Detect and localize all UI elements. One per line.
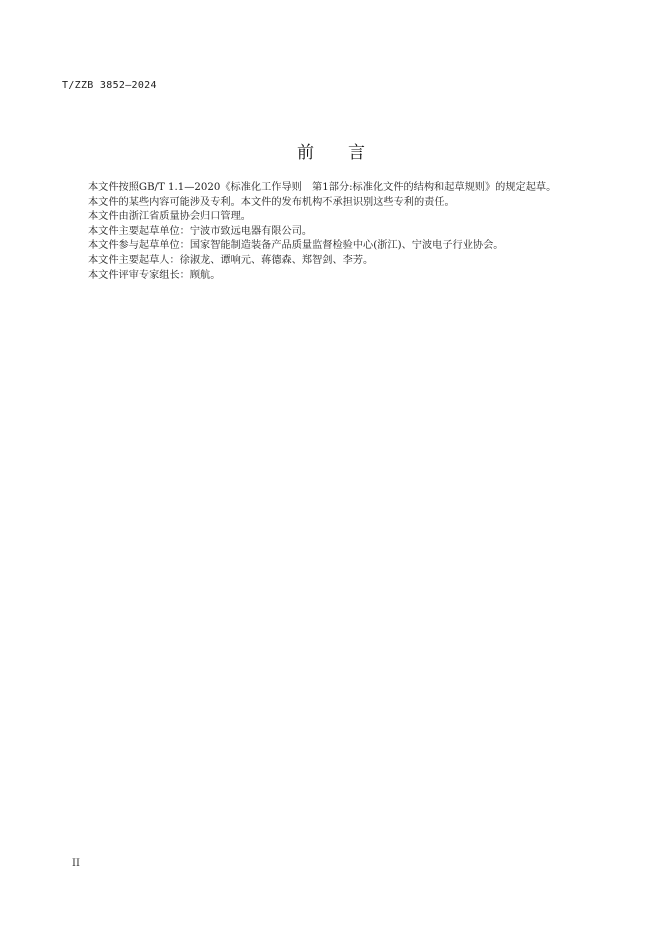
page-title: 前言	[297, 143, 399, 163]
paragraph-participating-units: 本文件参与起草单位：国家智能制造装备产品质量监督检验中心(浙江)、宁波电子行业协会。	[88, 240, 504, 252]
paragraph-main-drafters: 本文件主要起草人：徐淑龙、谭响元、蒋德森、郑智剑、李芳。	[88, 254, 374, 266]
foreword-body	[62, 181, 602, 283]
paragraph-review-leader: 本文件评审专家组长：顾航。	[88, 269, 221, 281]
page-number: II	[72, 858, 80, 869]
paragraph-main-drafting-unit: 本文件主要起草单位：宁波市致远电器有限公司。	[88, 225, 313, 237]
document-code: T/ZZB 3852—2024	[62, 80, 157, 91]
paragraph-patent-notice: 本文件的某些内容可能涉及专利。本文件的发布机构不承担识别这些专利的责任。	[88, 196, 455, 208]
paragraph-administration: 本文件由浙江省质量协会归口管理。	[88, 211, 251, 223]
paragraph-standard-basis: 本文件按照GB/T 1.1—2020《标准化工作导则 第1部分:标准化文件的结构和起草规则》的规定起草。	[88, 182, 557, 193]
